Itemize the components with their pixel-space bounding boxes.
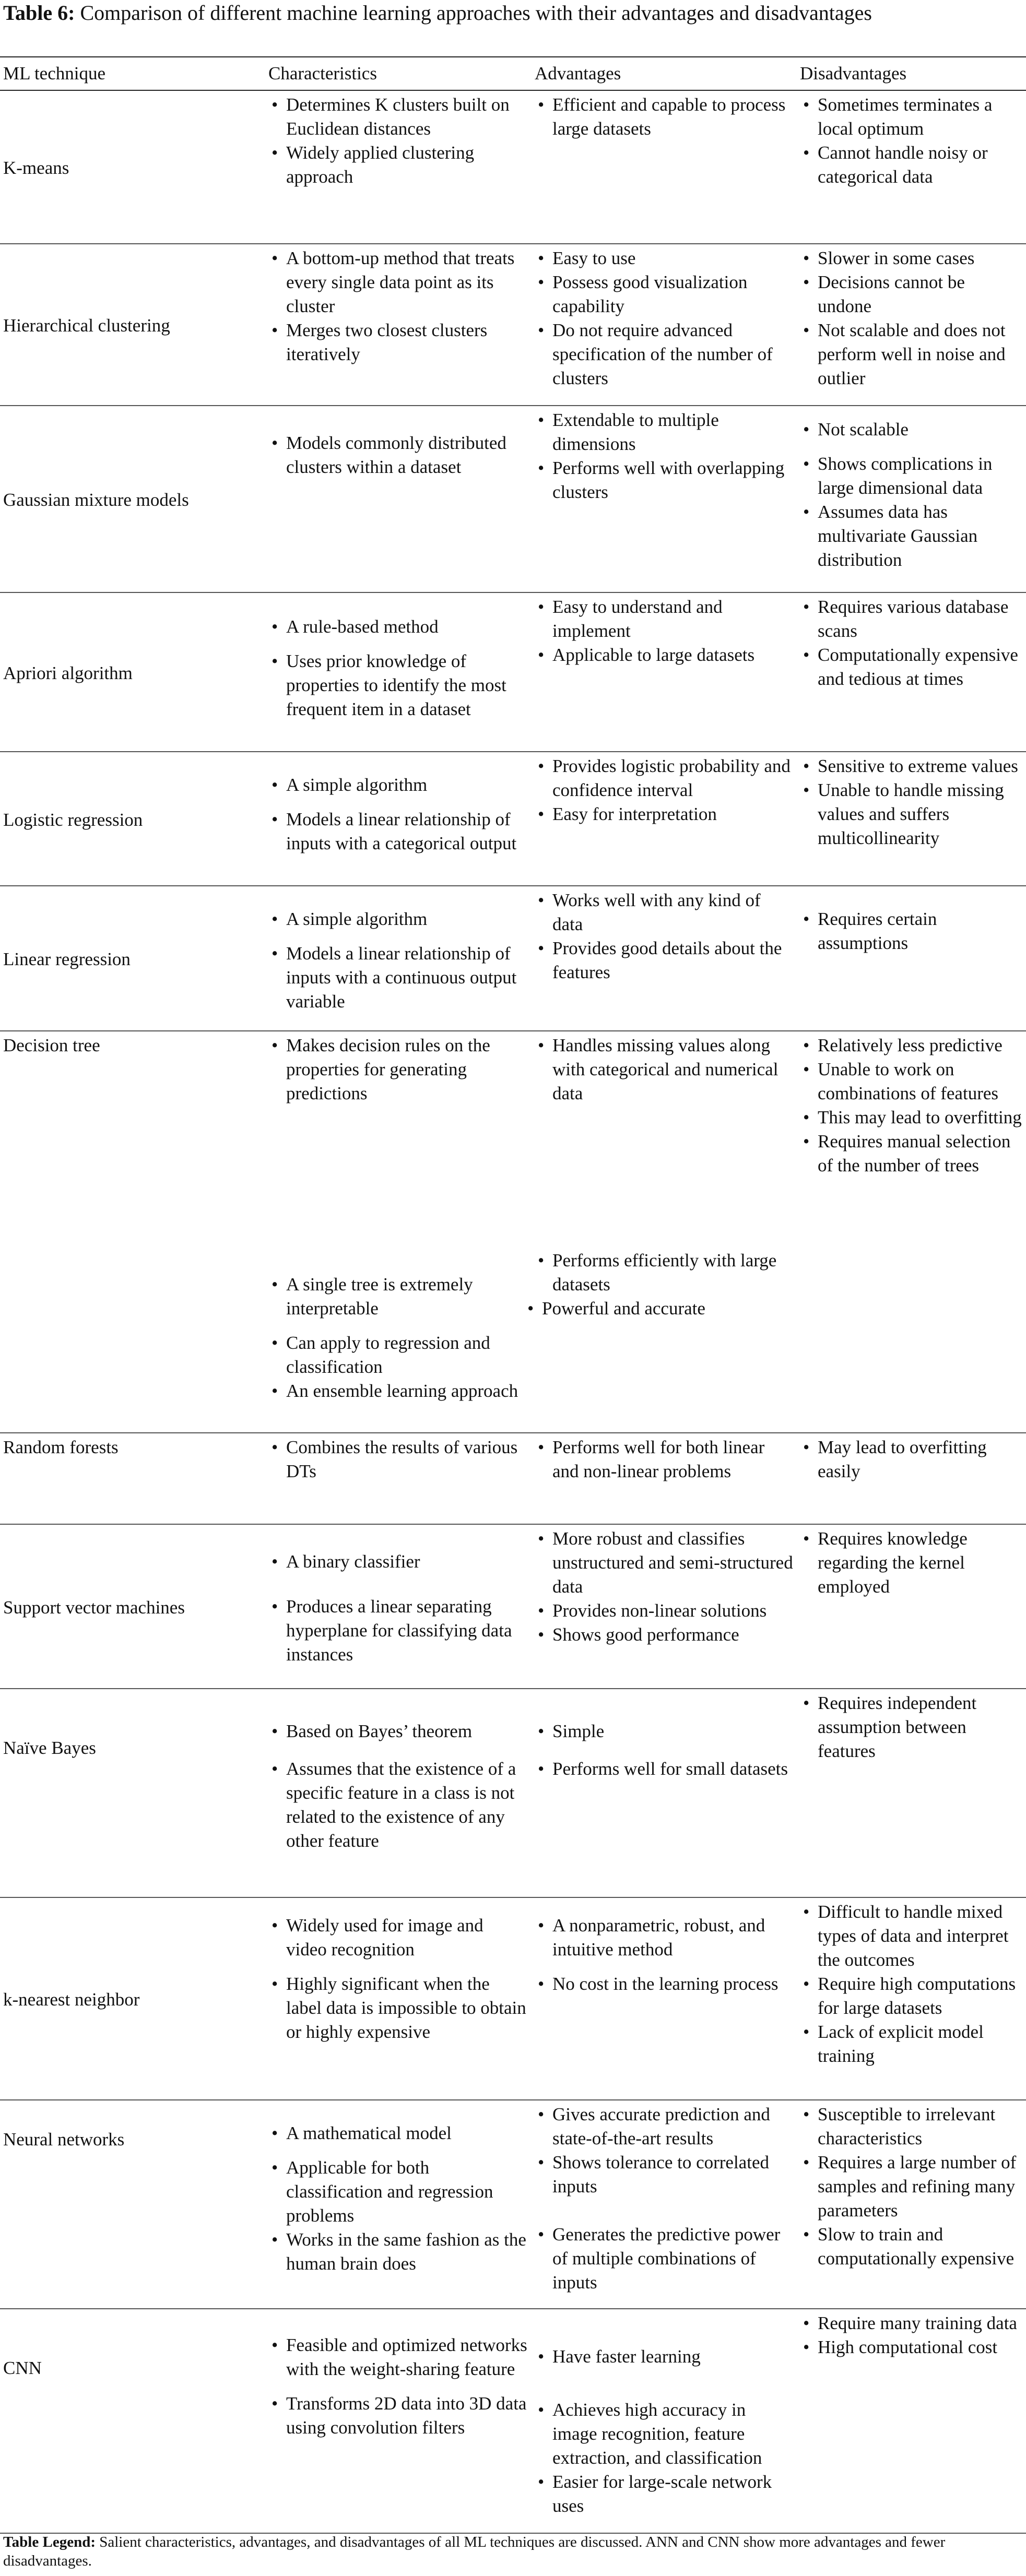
list-item: • Shows complications in large dimensional data — [800, 452, 1023, 500]
list-item: • No cost in the learning process — [535, 1972, 794, 1996]
advantages-cell — [532, 886, 797, 1031]
list-item: • Slow to train and computationally expensive — [800, 2223, 1023, 2271]
list-item: • Handles missing values along with categorical and numerical data — [535, 1034, 794, 1106]
advantages-cell — [532, 1689, 797, 1897]
characteristics-cell — [265, 2309, 532, 2533]
list-item: • Requires certain assumptions — [800, 907, 1023, 955]
list-item: • Possess good visualization capability — [535, 270, 794, 318]
technique-cell: Logistic regression — [0, 752, 265, 886]
characteristics-cell — [265, 406, 532, 592]
list-item: • Feasible and optimized networks with the weight-sharing feature — [268, 2333, 528, 2381]
table-row — [0, 90, 1026, 244]
disadvantages-cell — [797, 90, 1026, 244]
list-item: • Sensitive to extreme values — [800, 754, 1023, 778]
characteristics-cell — [265, 592, 532, 752]
table-caption-text: Comparison of different machine learning approaches with their advantages and disadvantages — [80, 1, 872, 25]
list-item: • Performs well for both linear and non-linear problems — [535, 1435, 794, 1483]
list-item: • An ensemble learning approach — [268, 1379, 528, 1403]
table-caption-label: Table 6: — [3, 1, 75, 25]
list-item: • Requires knowledge regarding the kernel employed — [800, 1527, 1023, 1599]
list-item: • Sometimes terminates a local optimum — [800, 93, 1023, 141]
list-item: • Easier for large-scale network uses — [535, 2470, 794, 2518]
comparison-table — [0, 56, 1026, 2534]
list-item: • More robust and classifies unstructured and semi-structured data — [535, 1527, 794, 1599]
list-item: • A single tree is extremely interpretable — [268, 1273, 528, 1321]
disadvantages-cell — [797, 592, 1026, 752]
header-advantages: Advantages — [532, 57, 797, 90]
table-row — [0, 2309, 1026, 2533]
list-item: • Works well with any kind of data — [535, 888, 794, 936]
list-item: • Provides good details about the features — [535, 936, 794, 984]
list-item: • Do not require advanced specification of the number of clusters — [535, 318, 794, 390]
technique-cell: Apriori algorithm — [0, 592, 265, 752]
list-item: • A mathematical model — [268, 2121, 528, 2145]
list-item: • Unable to handle missing values and suffers multicollinearity — [800, 778, 1023, 850]
list-item: • Gives accurate prediction and state-of-the-art results — [535, 2103, 794, 2151]
advantages-cell — [532, 2309, 797, 2533]
disadvantages-cell — [797, 886, 1026, 1031]
advantages-cell — [532, 1524, 797, 1689]
technique-cell: Random forests — [0, 1433, 265, 1524]
list-item: • Assumes data has multivariate Gaussian distribution — [800, 500, 1023, 572]
list-item: • Can apply to regression and classification — [268, 1331, 528, 1379]
list-item: • Widely applied clustering approach — [268, 141, 528, 189]
disadvantages-cell — [797, 752, 1026, 886]
list-item: • Makes decision rules on the properties for generating predictions — [268, 1034, 528, 1106]
advantages-cell — [532, 592, 797, 752]
list-item: • Requires various database scans — [800, 595, 1023, 643]
list-item: • Requires a large number of samples and refining many parameters — [800, 2151, 1023, 2223]
list-item: • Models a linear relationship of inputs with a continuous output variable — [268, 942, 528, 1014]
characteristics-cell — [265, 1897, 532, 2100]
list-item: • Determines K clusters built on Euclidean distances — [268, 93, 528, 141]
list-item: • Provides non-linear solutions — [535, 1599, 794, 1623]
list-item: • Shows good performance — [535, 1623, 794, 1647]
characteristics-cell — [265, 1433, 532, 1524]
list-item: • Models a linear relationship of inputs with a categorical output — [268, 808, 528, 856]
list-item: • Require high computations for large datasets — [800, 1972, 1023, 2020]
list-item: • Widely used for image and video recognition — [268, 1914, 528, 1962]
disadvantages-cell — [797, 1433, 1026, 1524]
disadvantages-cell — [797, 1524, 1026, 1689]
list-item: • Powerful and accurate — [524, 1297, 794, 1321]
technique-cell: Gaussian mixture models — [0, 406, 265, 592]
list-item: • Models commonly distributed clusters within a dataset — [268, 431, 528, 479]
list-item: • Have faster learning — [535, 2345, 794, 2369]
list-item: • Efficient and capable to process large datasets — [535, 93, 794, 141]
header-row — [0, 57, 1026, 90]
technique-cell: Naïve Bayes — [0, 1689, 265, 1897]
list-item: • Susceptible to irrelevant characteristics — [800, 2103, 1023, 2151]
advantages-cell — [532, 90, 797, 244]
table-row — [0, 1897, 1026, 2100]
list-item: • Performs efficiently with large datasets — [535, 1249, 794, 1297]
list-item: • Highly significant when the label data is impossible to obtain or highly expensive — [268, 1972, 528, 2044]
list-item: • Unable to work on combinations of features — [800, 1058, 1023, 1106]
list-item: • Difficult to handle mixed types of data and interpret the outcomes — [800, 1900, 1023, 1972]
list-item: • Shows tolerance to correlated inputs — [535, 2151, 794, 2199]
list-item: • Computationally expensive and tedious at times — [800, 643, 1023, 691]
technique-cell: Decision tree — [0, 1031, 265, 1433]
table-legend-label: Table Legend: — [3, 2534, 96, 2550]
list-item: • Requires independent assumption between features — [800, 1691, 1023, 1763]
disadvantages-cell — [797, 1897, 1026, 2100]
table-row — [0, 1433, 1026, 1524]
advantages-cell — [532, 1433, 797, 1524]
technique-cell: Linear regression — [0, 886, 265, 1031]
list-item: • Easy for interpretation — [535, 802, 794, 826]
characteristics-cell — [265, 1524, 532, 1689]
list-item: • Requires manual selection of the number of trees — [800, 1130, 1023, 1178]
disadvantages-cell — [797, 1689, 1026, 1897]
list-item: • A simple algorithm — [268, 773, 528, 797]
header-disadvantages: Disadvantages — [797, 57, 1026, 90]
table-legend — [3, 2533, 1021, 2570]
header-characteristics: Characteristics — [265, 57, 532, 90]
advantages-cell — [532, 1897, 797, 2100]
characteristics-cell — [265, 244, 532, 406]
list-item: • Require many training data — [800, 2311, 1023, 2335]
list-item: • Merges two closest clusters iteratively — [268, 318, 528, 366]
technique-cell: K-means — [0, 90, 265, 244]
advantages-cell — [532, 244, 797, 406]
list-item: • A simple algorithm — [268, 907, 528, 931]
list-item: • Not scalable and does not perform well in noise and outlier — [800, 318, 1023, 390]
list-item: • A bottom-up method that treats every single data point as its cluster — [268, 246, 528, 318]
list-item: • Based on Bayes’ theorem — [268, 1719, 528, 1743]
list-item: • Simple — [535, 1719, 794, 1743]
table-row — [0, 1524, 1026, 1689]
characteristics-cell — [265, 90, 532, 244]
list-item: • This may lead to overfitting — [800, 1106, 1023, 1130]
list-item: • Slower in some cases — [800, 246, 1023, 270]
advantages-cell — [532, 752, 797, 886]
table-caption — [3, 0, 1021, 26]
list-item: • A nonparametric, robust, and intuitive method — [535, 1914, 794, 1962]
list-item: • A rule-based method — [268, 615, 528, 639]
list-item: • A binary classifier — [268, 1550, 528, 1574]
table-row — [0, 406, 1026, 592]
list-item: • Assumes that the existence of a specific feature in a class is not related to the existence of any other feature — [268, 1757, 528, 1853]
disadvantages-cell — [797, 2100, 1026, 2309]
table-row — [0, 886, 1026, 1031]
table-row — [0, 752, 1026, 886]
header-ml-technique: ML technique — [0, 57, 265, 90]
advantages-cell — [532, 2100, 797, 2309]
list-item: • Cannot handle noisy or categorical data — [800, 141, 1023, 189]
list-item: • Relatively less predictive — [800, 1034, 1023, 1058]
list-item: • Generates the predictive power of multiple combinations of inputs — [535, 2223, 794, 2295]
characteristics-cell — [265, 752, 532, 886]
list-item: • Applicable to large datasets — [535, 643, 794, 667]
characteristics-cell — [265, 886, 532, 1031]
list-item: • High computational cost — [800, 2335, 1023, 2359]
list-item: • Combines the results of various DTs — [268, 1435, 528, 1483]
list-item: • Performs well for small datasets — [535, 1757, 794, 1781]
list-item: • Applicable for both classification and regression problems — [268, 2156, 528, 2228]
characteristics-cell — [265, 1031, 532, 1433]
advantages-cell — [532, 406, 797, 592]
table-row — [0, 2100, 1026, 2309]
disadvantages-cell — [797, 244, 1026, 406]
list-item: • Easy to use — [535, 246, 794, 270]
disadvantages-cell — [797, 2309, 1026, 2533]
characteristics-cell — [265, 2100, 532, 2309]
list-item: • Not scalable — [800, 418, 1023, 442]
table-row — [0, 1031, 1026, 1433]
list-item: • Performs well with overlapping clusters — [535, 456, 794, 504]
table-row — [0, 592, 1026, 752]
technique-cell: CNN — [0, 2309, 265, 2533]
table-legend-text: Salient characteristics, advantages, and disadvantages of all ML techniques are discussed. ANN and CNN show more advantages and fewer disadvantages. — [3, 2534, 946, 2569]
list-item: • Uses prior knowledge of properties to identify the most frequent item in a dataset — [268, 649, 528, 721]
list-item: • Easy to understand and implement — [535, 595, 794, 643]
list-item: • Works in the same fashion as the human brain does — [268, 2228, 528, 2276]
table-row — [0, 244, 1026, 406]
list-item: • Extendable to multiple dimensions — [535, 408, 794, 456]
technique-cell: Neural networks — [0, 2100, 265, 2309]
table-row — [0, 1689, 1026, 1897]
disadvantages-cell — [797, 1031, 1026, 1433]
characteristics-cell — [265, 1689, 532, 1897]
list-item: • Produces a linear separating hyperplane for classifying data instances — [268, 1595, 528, 1667]
list-item: • Achieves high accuracy in image recognition, feature extraction, and classification — [535, 2398, 794, 2470]
technique-cell: Hierarchical clustering — [0, 244, 265, 406]
list-item: • May lead to overfitting easily — [800, 1435, 1023, 1483]
list-item: • Lack of explicit model training — [800, 2020, 1023, 2068]
advantages-cell — [532, 1031, 797, 1433]
technique-cell: Support vector machines — [0, 1524, 265, 1689]
list-item: • Decisions cannot be undone — [800, 270, 1023, 318]
list-item: • Provides logistic probability and confidence interval — [535, 754, 794, 802]
technique-cell: k-nearest neighbor — [0, 1897, 265, 2100]
disadvantages-cell — [797, 406, 1026, 592]
list-item: • Transforms 2D data into 3D data using convolution filters — [268, 2392, 528, 2440]
